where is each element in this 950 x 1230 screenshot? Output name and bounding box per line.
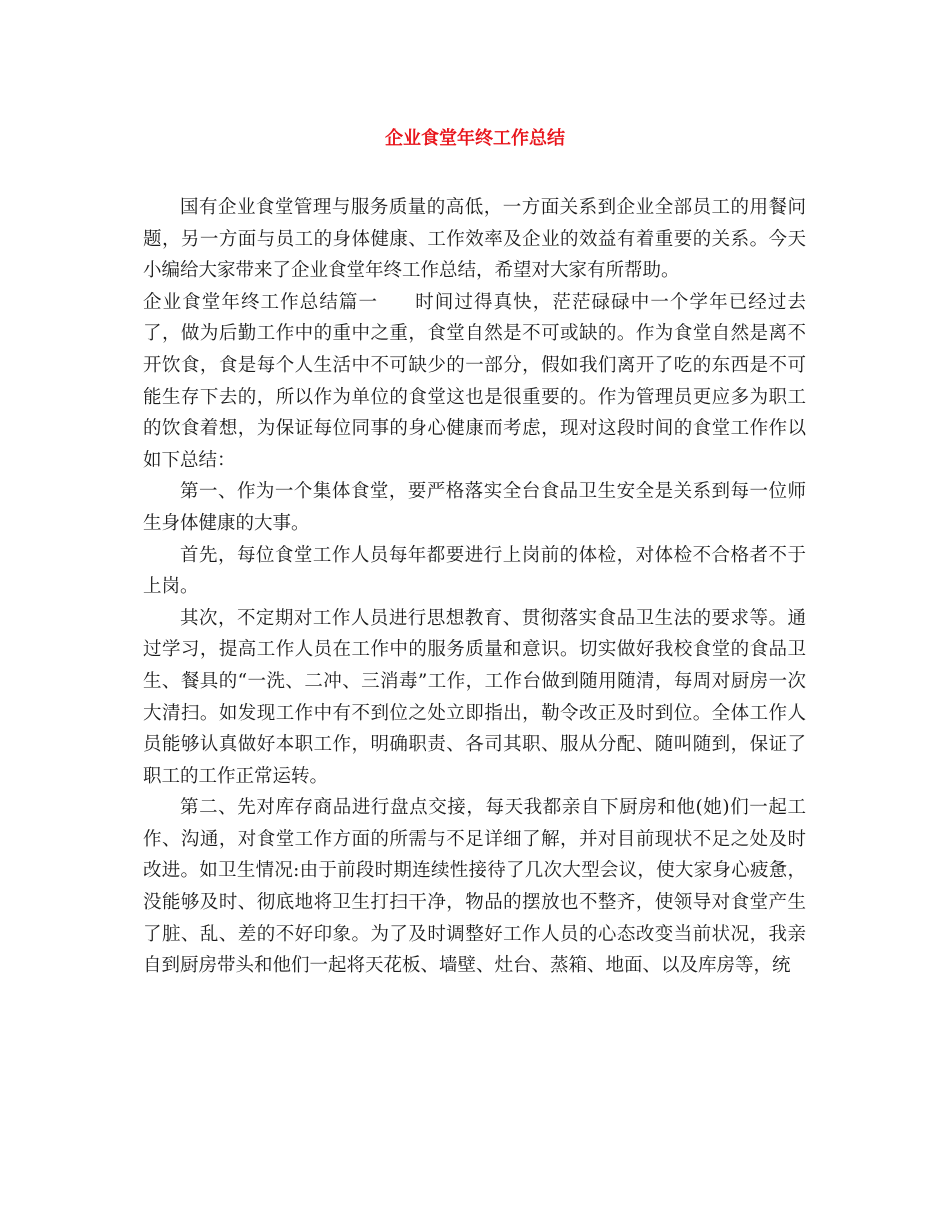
section-text: 时间过得真快，茫茫碌碌中一个学年已经过去了，做为后勤工作中的重中之重，食堂自然是不可或缺的。作为食堂自然是离不开饮食，食是每个人生活中不可缺少的一部分，假如我们离开了吃的东西是不可能生存下去的，所以作为单位的食堂这也是很重要的。作为管理员更应多为职工的饮食着想，为保证每位同事的身心健康而考虑，现对这段时间的食堂工作作以如下总结：: [143, 291, 806, 471]
paragraph-second: 第二、先对库存商品进行盘点交接，每天我都亲自下厨房和他(她)们一起工作、沟通，对食堂工作方面的所需与不足详细了解，并对目前现状不足之处及时改进。如卫生情况:由于前段时期连续性接待了几次大型会议，使大家身心疲惫，没能够及时、彻底地将卫生打扫干净，物品的摆放也不整齐，使领导对食堂产生了脏、乱、差的不好印象。为了及时调整好工作人员的心态改变当前状况，我亲自到厨房带头和他们一起将天花板、墙壁、灶台、蒸箱、地面、以及库房等，统: [143, 797, 806, 977]
paragraph-secondly: 其次，不定期对工作人员进行思想教育、贯彻落实食品卫生法的要求等。通过学习，提高工作人员在工作中的服务质量和意识。切实做好我校食堂的食品卫生、餐具的“一洗、二冲、三消毒”工作，工作台做到随用随清，每周对厨房一次大清扫。如发现工作中有不到位之处立即指出，勒令改正及时到位。全体工作人员能够认真做好本职工作，明确职责、各司其职、服从分配、随叫随到，保证了职工的工作正常运转。: [143, 607, 806, 787]
paragraph-first: 第一、作为一个集体食堂，要严格落实全台食品卫生安全是关系到每一位师生身体健康的大事。: [143, 481, 806, 534]
document-body: [143, 192, 806, 982]
section-paragraph: [143, 287, 806, 477]
document-title: 企业食堂年终工作总结: [385, 128, 565, 149]
paragraph-firstly: 首先，每位食堂工作人员每年都要进行上岗前的体检，对体检不合格者不于上岗。: [143, 544, 806, 598]
intro-paragraph: 国有企业食堂管理与服务质量的高低，一方面关系到企业全部员工的用餐问题，另一方面与员工的身体健康、工作效率及企业的效益有着重要的关系。今天小编给大家带来了企业食堂年终工作总结，希望对大家有所帮助。: [143, 197, 806, 282]
section-heading: 企业食堂年终工作总结篇一: [143, 291, 379, 313]
